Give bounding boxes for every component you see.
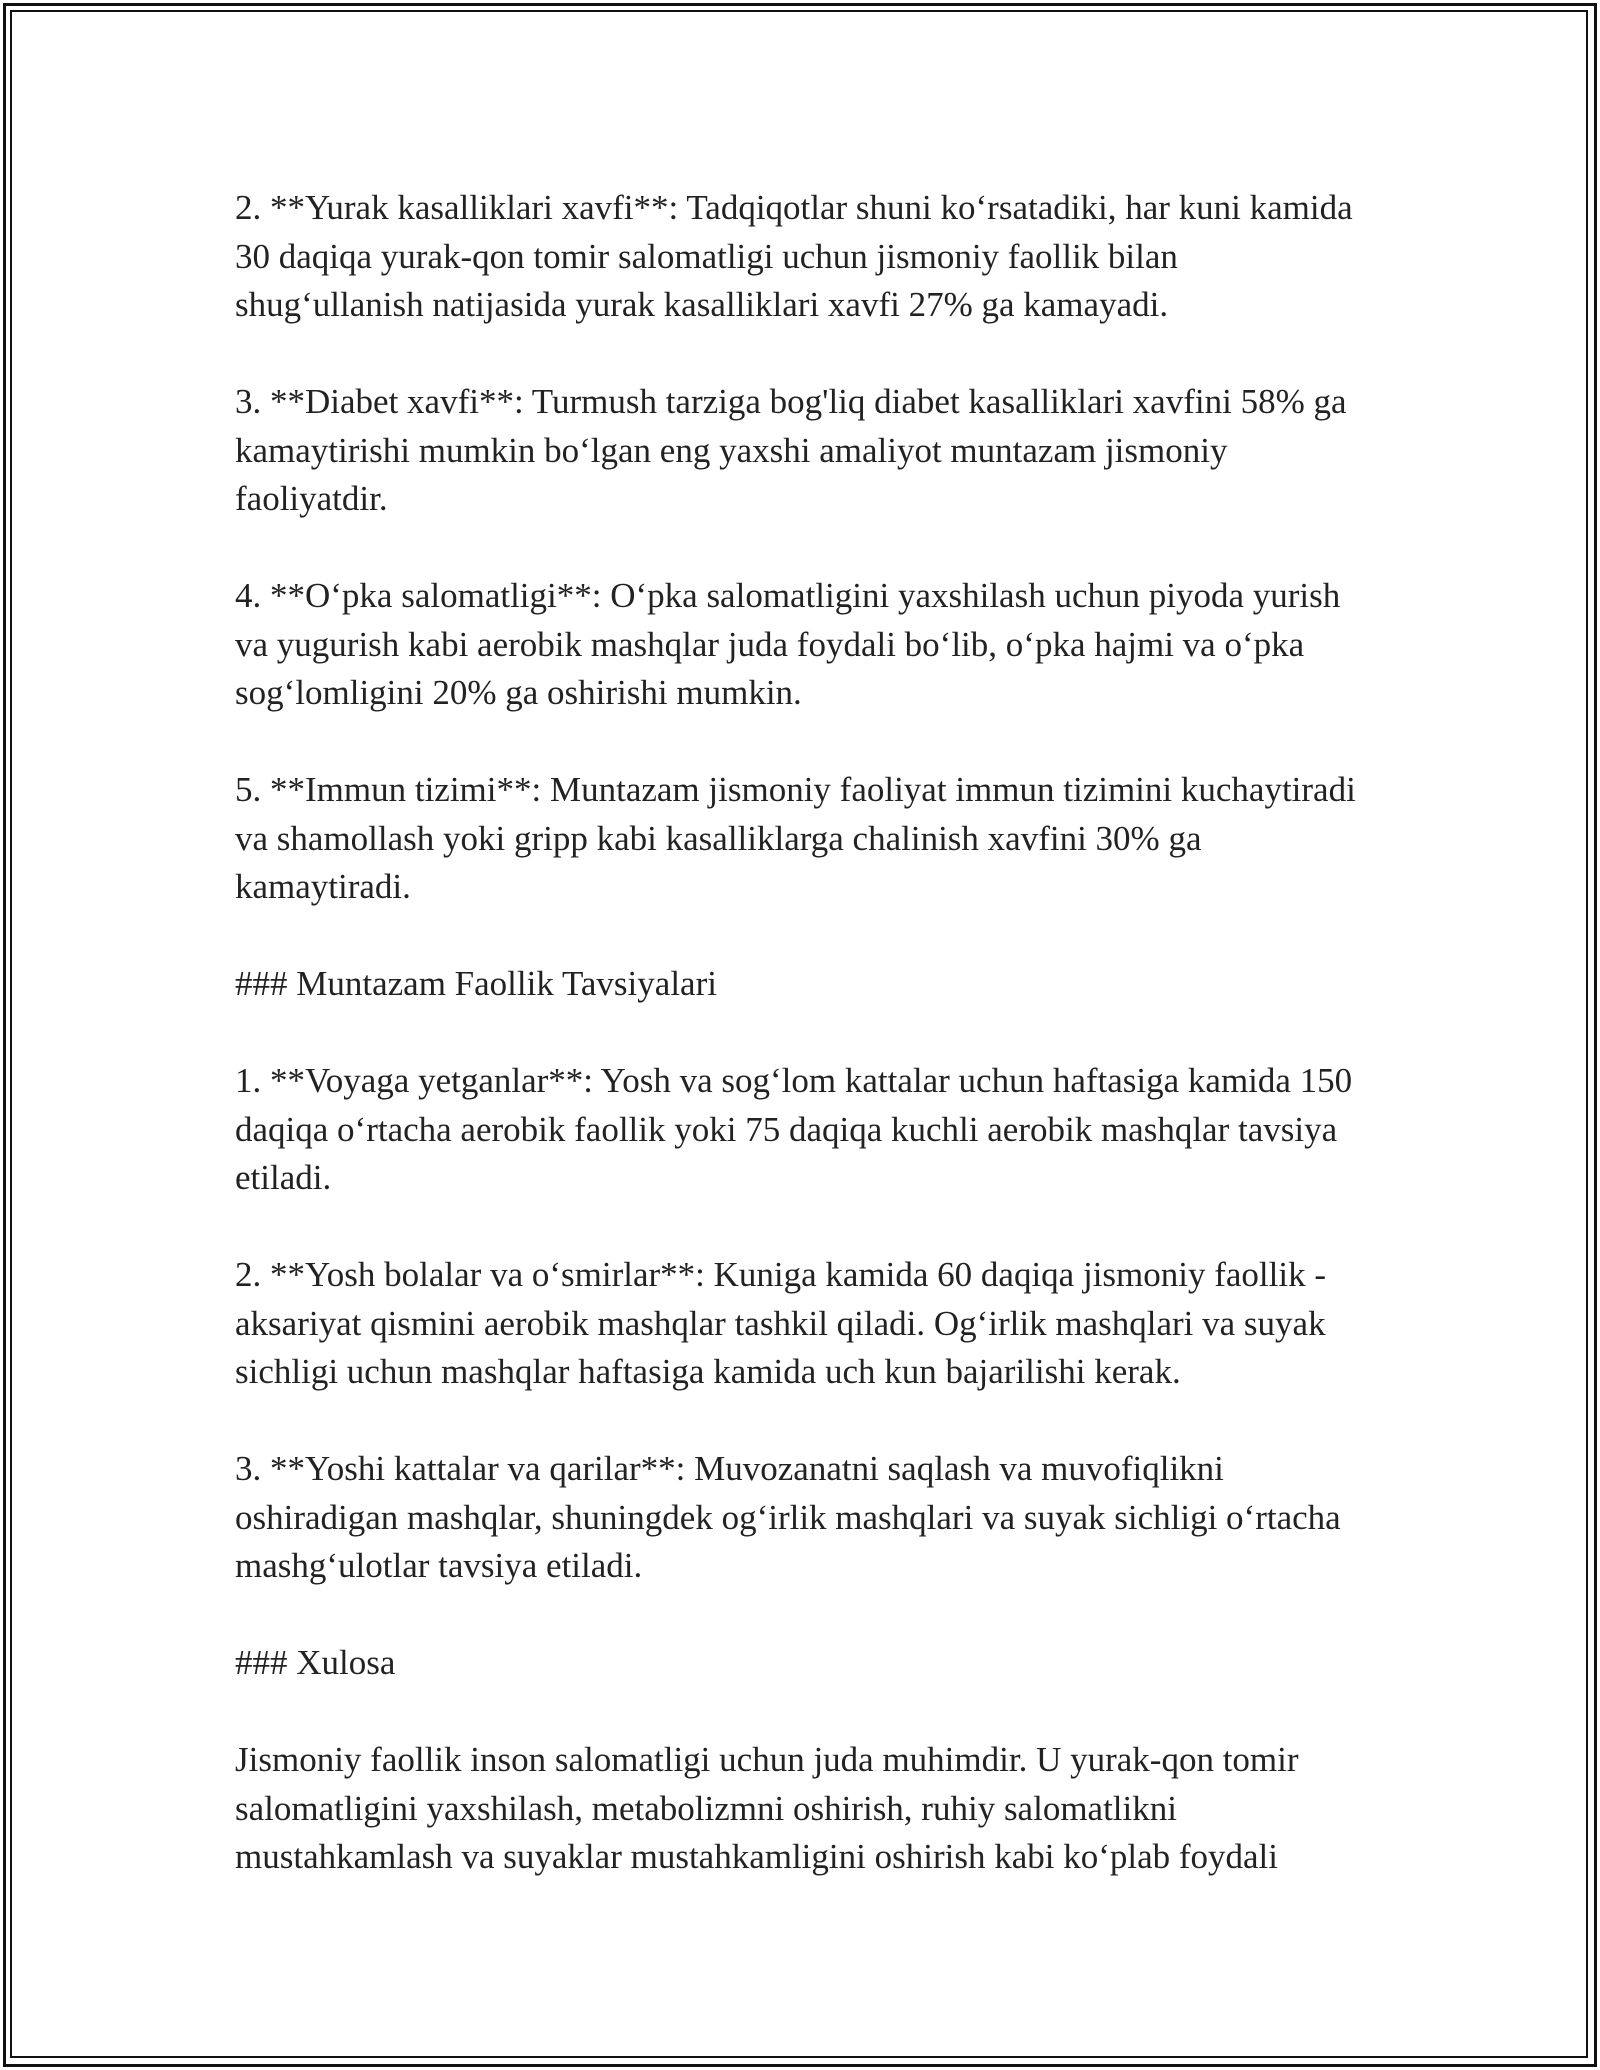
list-item-heart-disease-risk: 2. **Yurak kasalliklari xavfi**: Tadqiqotlar shuni ko‘rsatadiki, har kuni kamida 30 daqiqa yurak-qon tomir salomatligi uchun jismoniy faollik bilan shug‘ullanish natijasida yurak kasalliklari xavfi 27% ga kamayadi. [235,188,1353,324]
list-item-lung-health: 4. **O‘pka salomatligi**: O‘pka salomatligini yaxshilash uchun piyoda yurish va yugurish kabi aerobik mashqlar juda foydali bo‘lib, o‘pka hajmi va o‘pka sog‘lomligini 20% ga oshirishi mumkin. [235,576,1341,712]
list-item-older-adults: 3. **Yoshi kattalar va qarilar**: Muvozanatni saqlash va muvofiqlikni oshiradigan mashqlar, shuningdek og‘irlik mashqlari va suyak sichligi o‘rtacha mashg‘ulotlar tavsiya etiladi. [235,1449,1341,1585]
section-heading-conclusion: ### Xulosa [235,1643,396,1682]
list-item-diabetes-risk: 3. **Diabet xavfi**: Turmush tarziga bog'liq diabet kasalliklari xavfini 58% ga kamaytirishi mumkin bo‘lgan eng yaxshi amaliyot muntazam jismoniy faoliyatdir. [235,382,1347,518]
list-item-adults: 1. **Voyaga yetganlar**: Yosh va sog‘lom kattalar uchun haftasiga kamida 150 daqiqa o‘rtacha aerobik faollik yoki 75 daqiqa kuchli aerobik mashqlar tavsiya etiladi. [235,1061,1353,1197]
document-body [235,184,1375,1882]
list-item-children-teens: 2. **Yosh bolalar va o‘smirlar**: Kuniga kamida 60 daqiqa jismoniy faollik - aksariyat qismini aerobik mashqlar tashkil qiladi. Og‘irlik mashqlari va suyak sichligi uchun mashqlar haftasiga kamida uch kun bajarilishi kerak. [235,1255,1326,1391]
conclusion-paragraph: Jismoniy faollik inson salomatligi uchun juda muhimdir. U yurak-qon tomir salomatligini yaxshilash, metabolizmni oshirish, ruhiy salomatlikni mustahkamlash va suyaklar mustahkamligini oshirish kabi ko‘plab foydali [235,1740,1299,1876]
section-heading-recommendations: ### Muntazam Faollik Tavsiyalari [235,964,717,1003]
list-item-immune-system: 5. **Immun tizimi**: Muntazam jismoniy faoliyat immun tizimini kuchaytiradi va shamollash yoki gripp kabi kasalliklarga chalinish xavfini 30% ga kamaytiradi. [235,770,1356,906]
